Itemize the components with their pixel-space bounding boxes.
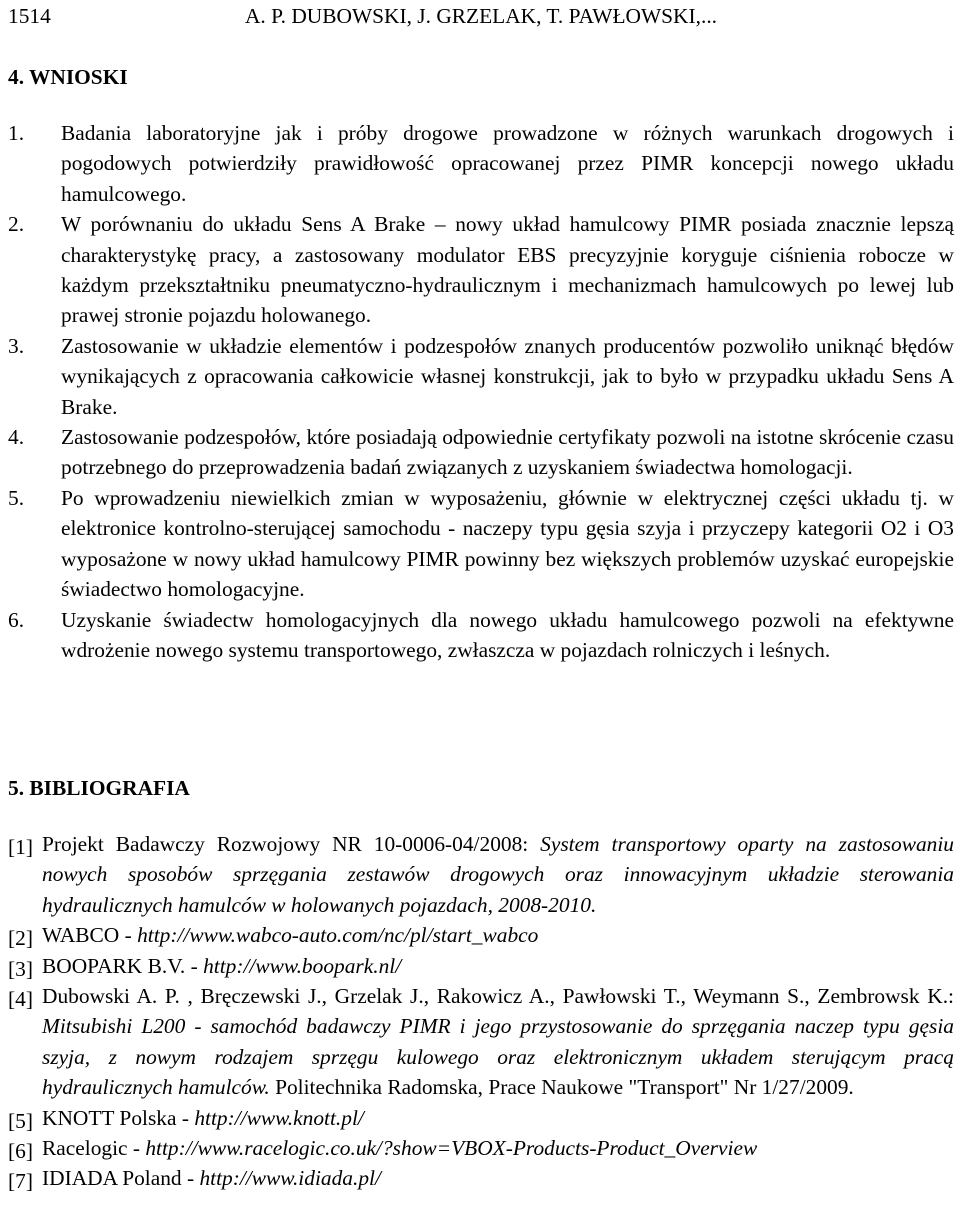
reference-url[interactable]: http://www.wabco-auto.com/nc/pl/start_wabco bbox=[137, 923, 539, 948]
page-number: 1514 bbox=[8, 4, 51, 28]
reference-url[interactable]: http://www.idiada.pl/ bbox=[199, 1166, 381, 1191]
reference-text: Racelogic - bbox=[42, 1136, 146, 1161]
conclusion-number: 1. bbox=[8, 121, 25, 145]
section-heading-bibliography: 5. BIBLIOGRAFIA bbox=[8, 776, 190, 800]
conclusion-number: 5. bbox=[8, 485, 25, 510]
section-heading-conclusions: 4. WNIOSKI bbox=[8, 65, 128, 89]
reference-number: [5] bbox=[8, 1108, 33, 1133]
reference-title: System transportowy oparty na zastosowaniu nowych sposobów sprzęgania zestawów drogowych oraz innowacyjnym układzie sterowania hydraulicznych hamulców w holowanych pojazdach, 2008-2010. bbox=[42, 832, 954, 917]
bibliography-entry bbox=[8, 1133, 954, 1163]
conclusion-item bbox=[8, 605, 954, 666]
conclusion-number: 4. bbox=[8, 425, 25, 450]
bibliography-entry bbox=[8, 1103, 954, 1133]
reference-text: WABCO - bbox=[42, 923, 138, 948]
bibliography-list bbox=[8, 829, 954, 1194]
reference-number: [2] bbox=[8, 926, 33, 951]
reference-publisher: Politechnika Radomska, Prace Naukowe "Transport" Nr 1/27/2009. bbox=[269, 1075, 854, 1100]
reference-url[interactable]: http://www.racelogic.co.uk/?show=VBOX-Products-Product_Overview bbox=[145, 1136, 758, 1161]
reference-number: [6] bbox=[8, 1139, 33, 1164]
conclusion-item bbox=[8, 483, 954, 605]
conclusion-text: Badania laboratoryjne jak i próby drogowe prowadzone w różnych warunkach drogowych i pogodowych potwierdziły prawidłowość opracowanej przez PIMR koncepcji nowego układu hamulcowego. bbox=[61, 121, 954, 206]
reference-text: IDIADA Poland - bbox=[42, 1166, 200, 1191]
bibliography-entry bbox=[8, 951, 954, 981]
reference-number: [7] bbox=[8, 1169, 33, 1194]
reference-number: [1] bbox=[8, 835, 33, 859]
reference-text: BOOPARK B.V. - bbox=[42, 953, 204, 978]
reference-text: KNOTT Polska - bbox=[42, 1105, 195, 1130]
reference-title: Mitsubishi L200 - samochód badawczy PIMR i jego przystosowanie do sprzęgania naczep typu gęsia szyja, z nowym rodzajem sprzęgu kulowego oraz elektronicznym układem sterującym pracą hydraulicznych hamulców. bbox=[42, 1014, 954, 1100]
conclusion-text: Po wprowadzeniu niewielkich zmian w wyposażeniu, głównie w elektrycznej części układu tj. w elektronice kontrolno-sterującej samochodu - naczepy typu gęsia szyja i przyczepy kategorii O2 i O3 wyposażone w nowy układ hamulcowy PIMR powinny bez większych problemów uzyskać europejskie świadectwo homologacyjne. bbox=[61, 485, 954, 602]
conclusion-item bbox=[8, 422, 954, 483]
bibliography-entry bbox=[8, 829, 954, 920]
running-head-authors: A. P. DUBOWSKI, J. GRZELAK, T. PAWŁOWSKI,... bbox=[244, 4, 718, 28]
reference-url[interactable]: http://www.boopark.nl/ bbox=[203, 953, 402, 978]
conclusion-item bbox=[8, 331, 954, 422]
conclusion-number: 2. bbox=[8, 212, 25, 237]
bibliography-entry bbox=[8, 981, 954, 1103]
reference-text: Dubowski A. P. , Bręczewski J., Grzelak J., Rakowicz A., Pawłowski T., Weymann S., Zembrowsk K.: bbox=[42, 984, 954, 1009]
reference-url[interactable]: http://www.knott.pl/ bbox=[194, 1105, 364, 1130]
conclusion-text: Zastosowanie w układzie elementów i podzespołów znanych producentów pozwoliło uniknąć błędów wynikających z opracowania całkowicie własnej konstrukcji, jak to było w przypadku układu Sens A Brake. bbox=[61, 333, 954, 419]
bibliography-entry bbox=[8, 920, 954, 950]
page-header bbox=[8, 0, 954, 30]
reference-number: [3] bbox=[8, 956, 33, 981]
conclusion-number: 6. bbox=[8, 607, 25, 632]
conclusion-text: Zastosowanie podzespołów, które posiadają odpowiednie certyfikaty pozwoli na istotne skrócenie czasu potrzebnego do przeprowadzenia badań związanych z uzyskaniem świadectwa homologacji. bbox=[61, 425, 954, 480]
conclusions-list bbox=[8, 118, 954, 665]
conclusion-text: Uzyskanie świadectw homologacyjnych dla nowego układu hamulcowego pozwoli na efektywne wdrożenie nowego systemu transportowego, zwłaszcza w pojazdach rolniczych i leśnych. bbox=[61, 607, 954, 662]
conclusion-item bbox=[8, 209, 954, 331]
conclusion-item bbox=[8, 118, 954, 209]
bibliography-entry bbox=[8, 1163, 954, 1193]
reference-text: Projekt Badawczy Rozwojowy NR 10-0006-04/2008: bbox=[42, 832, 541, 856]
reference-number: [4] bbox=[8, 987, 33, 1012]
conclusion-number: 3. bbox=[8, 333, 25, 358]
conclusion-text: W porównaniu do układu Sens A Brake – nowy układ hamulcowy PIMR posiada znacznie lepszą charakterystykę pracy, a zastosowany modulator EBS precyzyjnie koryguje ciśnienia robocze w każdym przekształtniku pneumatyczno-hydraulicznym i mechanizmach hamulcowych po lewej lub prawej stronie pojazdu holowanego. bbox=[61, 212, 954, 328]
